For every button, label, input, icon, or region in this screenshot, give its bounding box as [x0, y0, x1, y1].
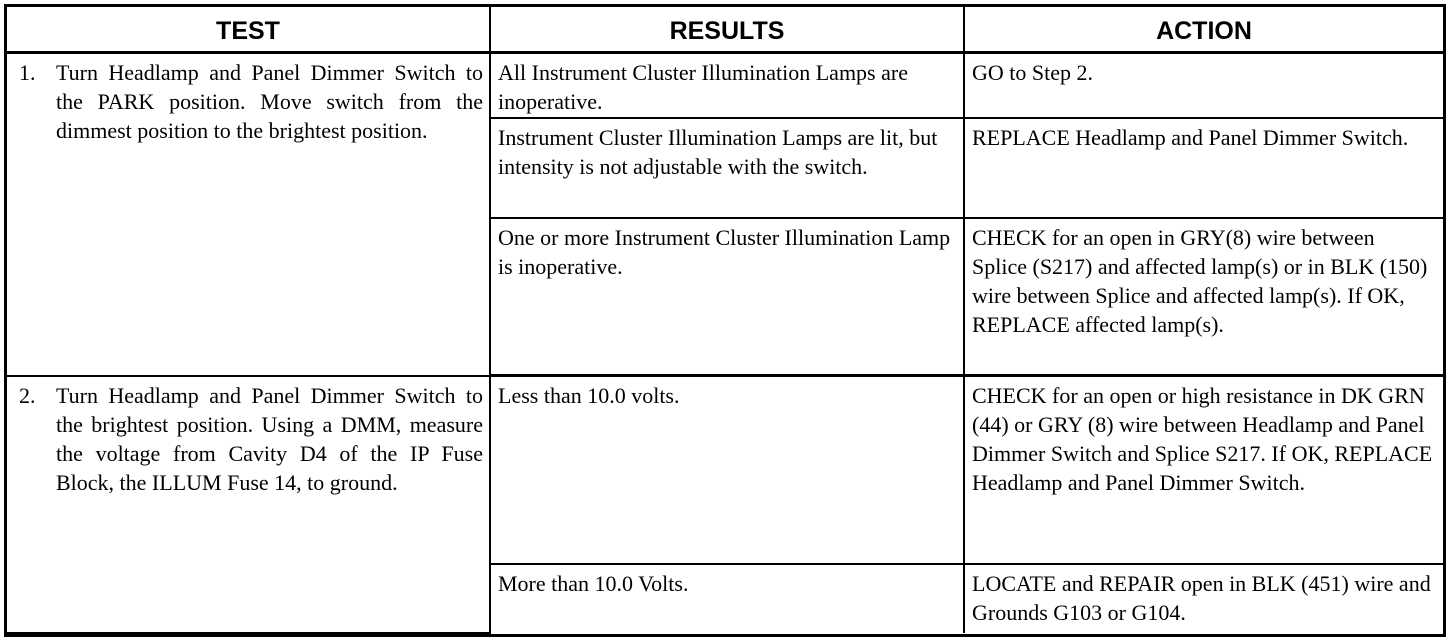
diagnostic-table-frame [4, 4, 1446, 637]
result-cell: Instrument Cluster Illumination Lamps are lit, but intensity is not adjustable with the switch. [490, 118, 964, 218]
step-number: 2. [19, 382, 36, 408]
step-2-test-cell [7, 376, 490, 634]
action-column-header: ACTION [964, 7, 1443, 53]
action-cell: CHECK for an open in GRY(8) wire between Splice (S217) and affected lamp(s) or in BLK (150) wire between Splice and affected lamp(s). If OK, REPLACE affected lamp(s). [964, 218, 1443, 376]
action-cell: LOCATE and REPAIR open in BLK (451) wire and Grounds G103 or G104. [964, 564, 1443, 634]
result-cell: More than 10.0 Volts. [490, 564, 964, 634]
step-test-text: Turn Headlamp and Panel Dimmer Switch to the PARK position. Move switch from the dimmest position to the brightest position. [56, 60, 483, 143]
table-row [7, 53, 1443, 118]
result-cell: All Instrument Cluster Illumination Lamps are inoperative. [490, 53, 964, 118]
result-cell: One or more Instrument Cluster Illumination Lamp is inoperative. [490, 218, 964, 376]
results-column-header: RESULTS [490, 7, 964, 53]
step-test-text: Turn Headlamp and Panel Dimmer Switch to the brightest position. Using a DMM, measure the voltage from Cavity D4 of the IP Fuse Block, the ILLUM Fuse 14, to ground. [56, 382, 483, 495]
step-1-test-cell [7, 53, 490, 376]
result-cell: Less than 10.0 volts. [490, 376, 964, 564]
diagnostic-table [7, 7, 1443, 634]
action-cell: REPLACE Headlamp and Panel Dimmer Switch. [964, 118, 1443, 218]
action-cell: CHECK for an open or high resistance in DK GRN (44) or GRY (8) wire between Headlamp and Panel Dimmer Switch and Splice S217. If OK, REPLACE Headlamp and Panel Dimmer Switch. [964, 376, 1443, 564]
header-row [7, 7, 1443, 53]
test-column-header: TEST [7, 7, 490, 53]
step-number: 1. [19, 60, 36, 85]
table-row [7, 376, 1443, 564]
action-cell: GO to Step 2. [964, 53, 1443, 118]
